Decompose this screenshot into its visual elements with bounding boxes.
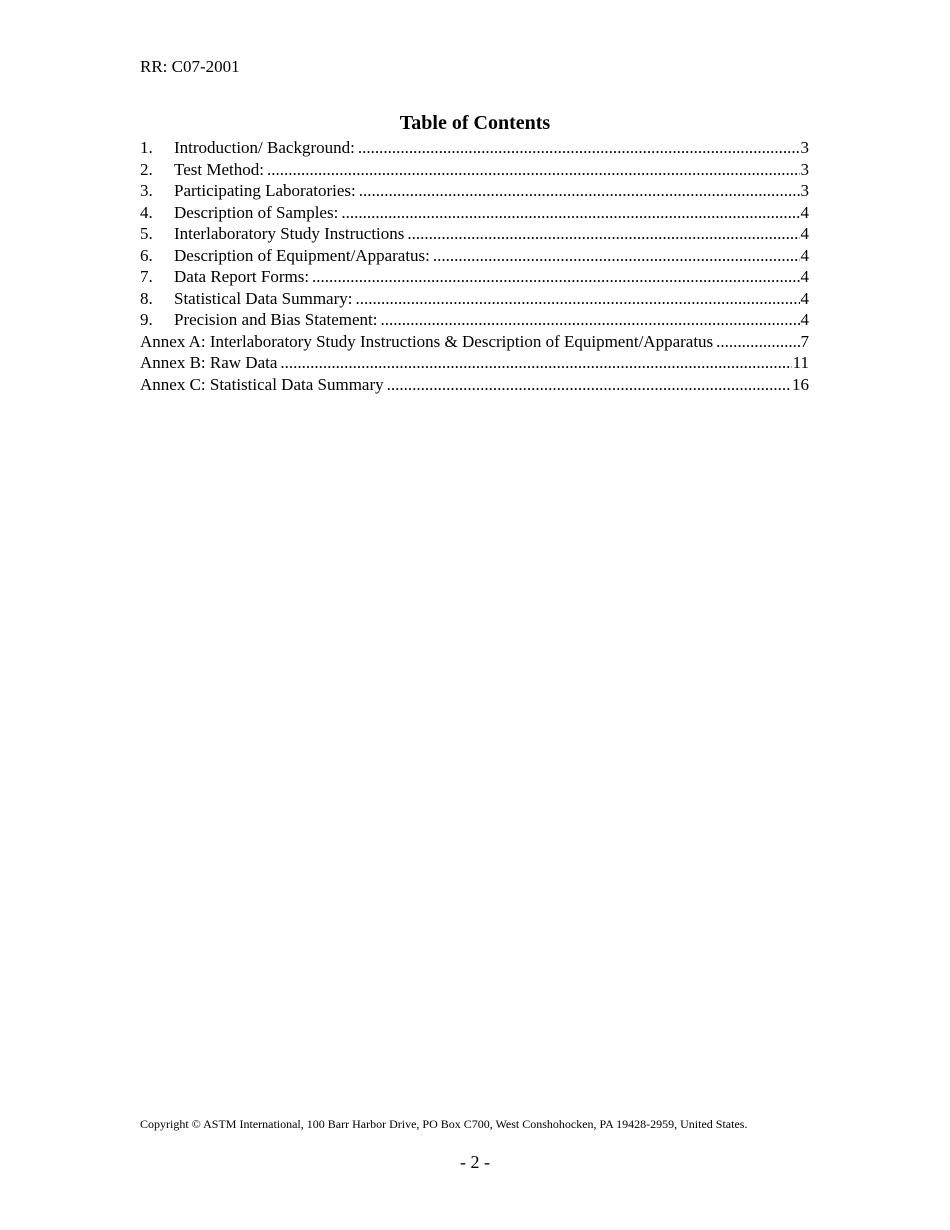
toc-entry-8[interactable] <box>140 288 809 310</box>
toc-entry-page: 3 <box>800 181 809 200</box>
toc-dot-leader <box>358 137 800 159</box>
toc-entry-label: Precision and Bias Statement: <box>174 310 378 329</box>
toc-entry-2[interactable] <box>140 159 809 181</box>
toc-entry-label: Statistical Data Summary: <box>174 288 353 308</box>
toc-entry-page: 4 <box>800 267 809 286</box>
toc-entry-label: Annex B: Raw Data <box>140 353 278 372</box>
toc-annex-b[interactable] <box>140 352 809 374</box>
toc-entry-label: Annex A: Interlaboratory Study Instructions & Description of Equipment/Apparatus <box>140 331 714 351</box>
toc-entry-9[interactable] <box>140 309 809 331</box>
toc-dot-leader <box>312 266 799 288</box>
report-id-header: RR: C07-2001 <box>140 57 240 76</box>
toc-entry-page: 4 <box>800 202 809 222</box>
toc-entry-number: 5. <box>140 224 153 243</box>
toc-dot-leader <box>341 202 799 224</box>
toc-entry-label: Description of Equipment/Apparatus: <box>174 245 430 265</box>
toc-entry-page: 4 <box>800 245 809 265</box>
toc-entry-label: Description of Samples: <box>174 202 339 222</box>
toc-entry-number: 8. <box>140 288 153 308</box>
page-number: - 2 - <box>460 1152 490 1172</box>
toc-entry-page: 16 <box>792 374 809 394</box>
toc-entry-page: 4 <box>800 310 809 329</box>
copyright-notice: Copyright © ASTM International, 100 Barr Harbor Drive, PO Box C700, West Conshohocken, PA 19428-2959, United States. <box>140 1117 748 1131</box>
toc-annex-c[interactable] <box>140 374 809 396</box>
toc-entry-5[interactable] <box>140 223 809 245</box>
toc-entry-label: Annex C: Statistical Data Summary <box>140 374 384 394</box>
toc-entry-label: Data Report Forms: <box>174 267 310 286</box>
toc-entry-page: 7 <box>800 331 809 351</box>
toc-entry-label: Introduction/ Background: <box>174 138 355 157</box>
toc-dot-leader <box>387 374 791 396</box>
toc-dot-leader <box>381 309 800 331</box>
toc-entry-number: 6. <box>140 245 153 265</box>
toc-entry-page: 3 <box>800 159 809 179</box>
toc-title: Table of Contents <box>399 112 551 134</box>
toc-entry-1[interactable] <box>140 137 809 159</box>
toc-dot-leader <box>359 180 800 202</box>
toc-dot-leader <box>355 288 799 310</box>
toc-entry-label: Test Method: <box>174 159 264 179</box>
toc-entry-page: 3 <box>800 138 809 157</box>
toc-entry-label: Participating Laboratories: <box>174 181 356 200</box>
toc-entry-number: 9. <box>140 310 153 329</box>
toc-entry-page: 4 <box>800 224 809 243</box>
toc-dot-leader <box>267 159 800 181</box>
toc-dot-leader <box>280 352 791 374</box>
toc-dot-leader <box>433 245 800 267</box>
toc-dot-leader <box>716 331 799 353</box>
toc-entry-label: Interlaboratory Study Instructions <box>174 224 405 243</box>
toc-entry-number: 2. <box>140 159 153 179</box>
toc-dot-leader <box>407 223 799 245</box>
toc-entry-number: 4. <box>140 202 153 222</box>
toc-entry-7[interactable] <box>140 266 809 288</box>
toc-entry-number: 7. <box>140 267 153 286</box>
toc-annex-a[interactable] <box>140 331 809 353</box>
toc-entry-number: 1. <box>140 138 153 157</box>
toc-entry-page: 11 <box>792 353 809 372</box>
toc-entry-3[interactable] <box>140 180 809 202</box>
table-of-contents <box>140 137 809 395</box>
toc-entry-4[interactable] <box>140 202 809 224</box>
toc-entry-page: 4 <box>800 288 809 308</box>
toc-entry-6[interactable] <box>140 245 809 267</box>
toc-entry-number: 3. <box>140 181 153 200</box>
